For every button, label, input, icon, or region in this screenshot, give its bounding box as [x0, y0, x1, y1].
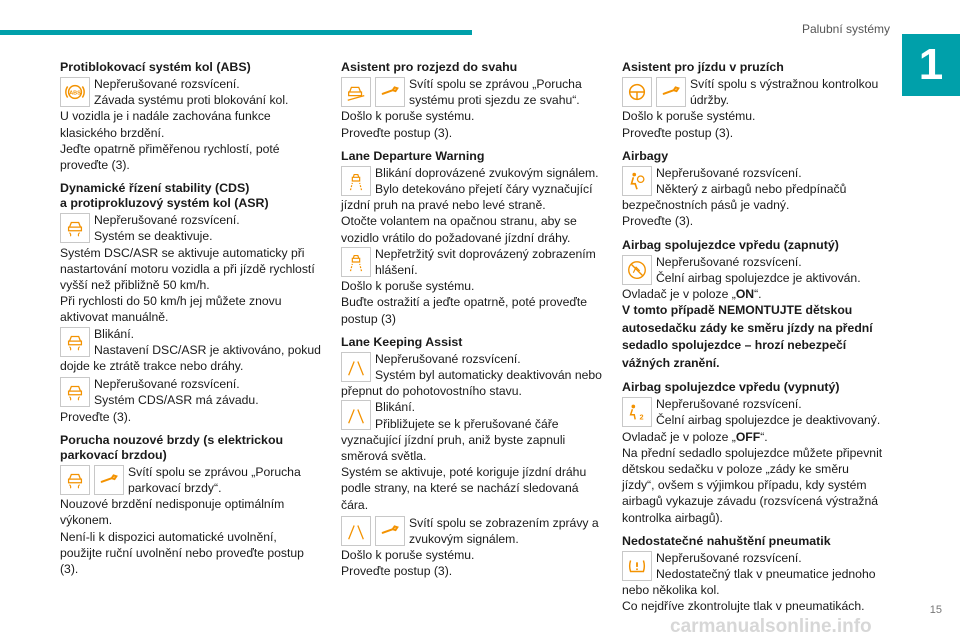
svg-text:2: 2 — [639, 412, 644, 422]
pass-on-item — [622, 254, 884, 286]
lane-item — [622, 76, 884, 108]
brake-text-2: Nouzové brzdění nedisponuje optimálním výkonem. Není-li k dispozici automatické uvolnění, použijte ruční uvolnění nebo proveďte postup (3). — [60, 497, 304, 577]
ldw-text-2: Nepřetržitý svit doprovázený zobrazením hlášení. — [375, 246, 596, 278]
cds-text-3b: Proveďte (3). — [60, 409, 132, 424]
chapter-tab: 1 — [902, 34, 960, 96]
svg-text:ABS: ABS — [69, 90, 81, 97]
ldw-text-1b: Otočte volantem na opačnou stranu, aby se vozidlo vrátilo do požadované jízdní dráhy. — [341, 214, 577, 245]
column-1 — [60, 55, 322, 577]
wrench-icon — [375, 516, 405, 546]
page-number: 15 — [929, 604, 942, 616]
ldw-item-1 — [341, 165, 603, 214]
airbag-icon — [622, 166, 652, 196]
hill-title: Asistent pro rozjezd do svahu — [341, 60, 518, 74]
airbag-item — [622, 165, 884, 214]
hill-start-icon — [341, 77, 371, 107]
lka-text-2b: Systém se aktivuje, poté koriguje jízdní dráhu podle strany, na které se nachází sledovaná čára. — [341, 465, 587, 512]
wrench-icon — [94, 465, 124, 495]
cds-title: Dynamické řízení stability (CDS) a protiprokluzový systém kol (ASR) — [60, 181, 269, 211]
cds-text-1: Nepřerušované rozsvícení. Systém se deaktivuje. — [94, 213, 240, 244]
pass-on-text: Nepřerušované rozsvícení. Čelní airbag spolujezdce je aktivován. — [656, 254, 861, 285]
skid-fault-icon — [60, 377, 90, 407]
airbag-text: Nepřerušované rozsvícení. Některý z airbagů nebo předpínačů bezpečnostních pásů je vadný. — [622, 165, 847, 213]
column-3 — [622, 55, 884, 615]
pass-off-text-3: Na přední sedadlo spolujezdce můžete připevnit dětskou sedačku v poloze „zády ke směru jízdy“, ovšem s výjimkou případu, kdy systém airbagů vykazuje závadu (rozsvícená výstražná kontrolka airbagů). — [622, 445, 883, 525]
column-2 — [341, 55, 603, 580]
lka-item-1 — [341, 351, 603, 400]
lane-keeping-icon — [341, 352, 371, 382]
cds-text-1b: Systém DSC/ASR se aktivuje automaticky při nastartování motoru vozidla a při jízdě rychlostí vyšší než přibližně 50 km/h. Při rychlosti do 50 km/h jej můžete znovu aktivovat manuálně. — [60, 245, 315, 325]
pass-off-text-2a: Ovladač je v poloze „ — [622, 429, 736, 444]
pass-off-title: Airbag spolujezdce vpředu (vypnutý) — [622, 380, 840, 395]
hill-text: Svítí spolu se zprávou „Porucha systému proti sjezdu ze svahu“. — [409, 77, 582, 108]
lane-text: Svítí spolu s výstražnou kontrolkou údržby. — [690, 77, 879, 108]
brake-item — [60, 464, 322, 496]
lka-item-3 — [341, 515, 603, 547]
ldw-text-1: Blikání doprovázené zvukovým signálem. Bylo detekováno přejetí čáry vyznačující jízdní pruh na pravé nebo levé straně. — [341, 165, 599, 213]
pass-on-warning: V tomto případě NEMONTUJTE dětskou autosedačku zády ke směru jízdy na přední sedadlo spolujezdce – hrozí nebezpečí vážných zranění. — [622, 303, 873, 370]
tyre-text: Nepřerušované rozsvícení. Nedostatečný tlak v pneumatice jednoho nebo několika kol. — [622, 550, 876, 598]
section-header: Palubní systémy — [801, 22, 890, 36]
skid-off-icon — [60, 213, 90, 243]
ldw-text-2b: Došlo k poruše systému. Buďte ostražití a jeďte opatrně, poté proveďte postup (3) — [341, 279, 588, 326]
cds-item-fault — [60, 376, 322, 408]
pass-off-item — [622, 396, 884, 428]
passenger-airbag-on-icon — [622, 255, 652, 285]
ldw-title: Lane Departure Warning — [341, 148, 485, 163]
pass-on-title: Airbag spolujezdce vpředu (zapnutý) — [622, 237, 839, 252]
skid-icon — [60, 465, 90, 495]
tyre-pressure-icon — [622, 551, 652, 581]
pass-off-text: Nepřerušované rozsvícení. Čelní airbag spolujezdce je deaktivovaný. — [656, 397, 881, 428]
top-accent-bar — [0, 30, 472, 35]
lane-keeping-icon — [341, 516, 371, 546]
airbag-text-2: Proveďte (3). — [622, 214, 694, 229]
pass-off-text-2c: “. — [760, 429, 768, 444]
lka-item-2 — [341, 399, 603, 464]
skid-icon — [60, 327, 90, 357]
cds-text-2: Blikání. Nastavení DSC/ASR je aktivováno, pokud dojde ke ztrátě trakce nebo dráhy. — [60, 326, 321, 374]
pass-off-state: OFF — [735, 429, 761, 444]
lane-departure-icon — [341, 247, 371, 277]
lane-title: Asistent pro jízdu v pruzích — [622, 60, 784, 74]
brake-title: Porucha nouzové brzdy (s elektrickou parkovací brzdou) — [60, 432, 284, 462]
airbag-title: Airbagy — [622, 148, 669, 163]
lka-text-3b: Došlo k poruše systému. Proveďte postup (3). — [341, 548, 475, 579]
lka-text-3: Svítí spolu se zobrazením zprávy a zvukovým signálem. — [409, 515, 599, 547]
cds-item-off — [60, 212, 322, 244]
lka-text-1: Nepřerušované rozsvícení. Systém byl automaticky deaktivován nebo přepnut do pohotovostního stavu. — [341, 351, 602, 399]
pass-on-state: ON — [735, 287, 755, 302]
wrench-icon — [656, 77, 686, 107]
pass-on-text-2 — [622, 286, 884, 302]
lane-departure-icon — [341, 166, 371, 196]
cds-item-blink — [60, 326, 322, 375]
watermark: carmanualsonline.info — [670, 616, 872, 637]
steering-wheel-icon — [622, 77, 652, 107]
abs-warning-icon — [60, 77, 90, 107]
abs-text: Nepřerušované rozsvícení. Závada systému proti blokování kol. — [94, 77, 289, 108]
tyre-text-2: Co nejdříve zkontrolujte tlak v pneumatikách. — [622, 599, 865, 614]
ldw-item-2 — [341, 246, 603, 278]
tyre-title: Nedostatečné nahuštění pneumatik — [622, 533, 831, 548]
abs-item — [60, 76, 322, 108]
tyre-item — [622, 550, 884, 599]
lane-text-2: Došlo k poruše systému. Proveďte postup (3). — [622, 109, 756, 140]
abs-text-2: U vozidla je i nadále zachována funkce klasického brzdění. Jeďte opatrně přiměřenou rychlostí, poté proveďte (3). — [60, 109, 280, 173]
cds-text-3: Nepřerušované rozsvícení. Systém CDS/ASR má závadu. — [94, 377, 259, 408]
lane-keeping-icon — [341, 400, 371, 430]
wrench-icon — [375, 77, 405, 107]
pass-off-text-2 — [622, 429, 884, 445]
passenger-airbag-off-icon — [622, 397, 652, 427]
pass-on-text-2c: “. — [754, 287, 762, 302]
lka-text-2: Blikání. Přibližujete se k přerušované čáře vyznačující jízdní pruh, aniž byste zapnuli směrová světla. — [341, 400, 566, 464]
hill-text-2: Došlo k poruše systému. Proveďte postup (3). — [341, 109, 475, 140]
hill-item — [341, 76, 603, 108]
abs-title: Protiblokovací systém kol (ABS) — [60, 60, 251, 74]
pass-on-text-2a: Ovladač je v poloze „ — [622, 287, 736, 302]
lka-title: Lane Keeping Assist — [341, 334, 463, 349]
brake-text: Svítí spolu se zprávou „Porucha parkovací brzdy“. — [128, 464, 301, 496]
